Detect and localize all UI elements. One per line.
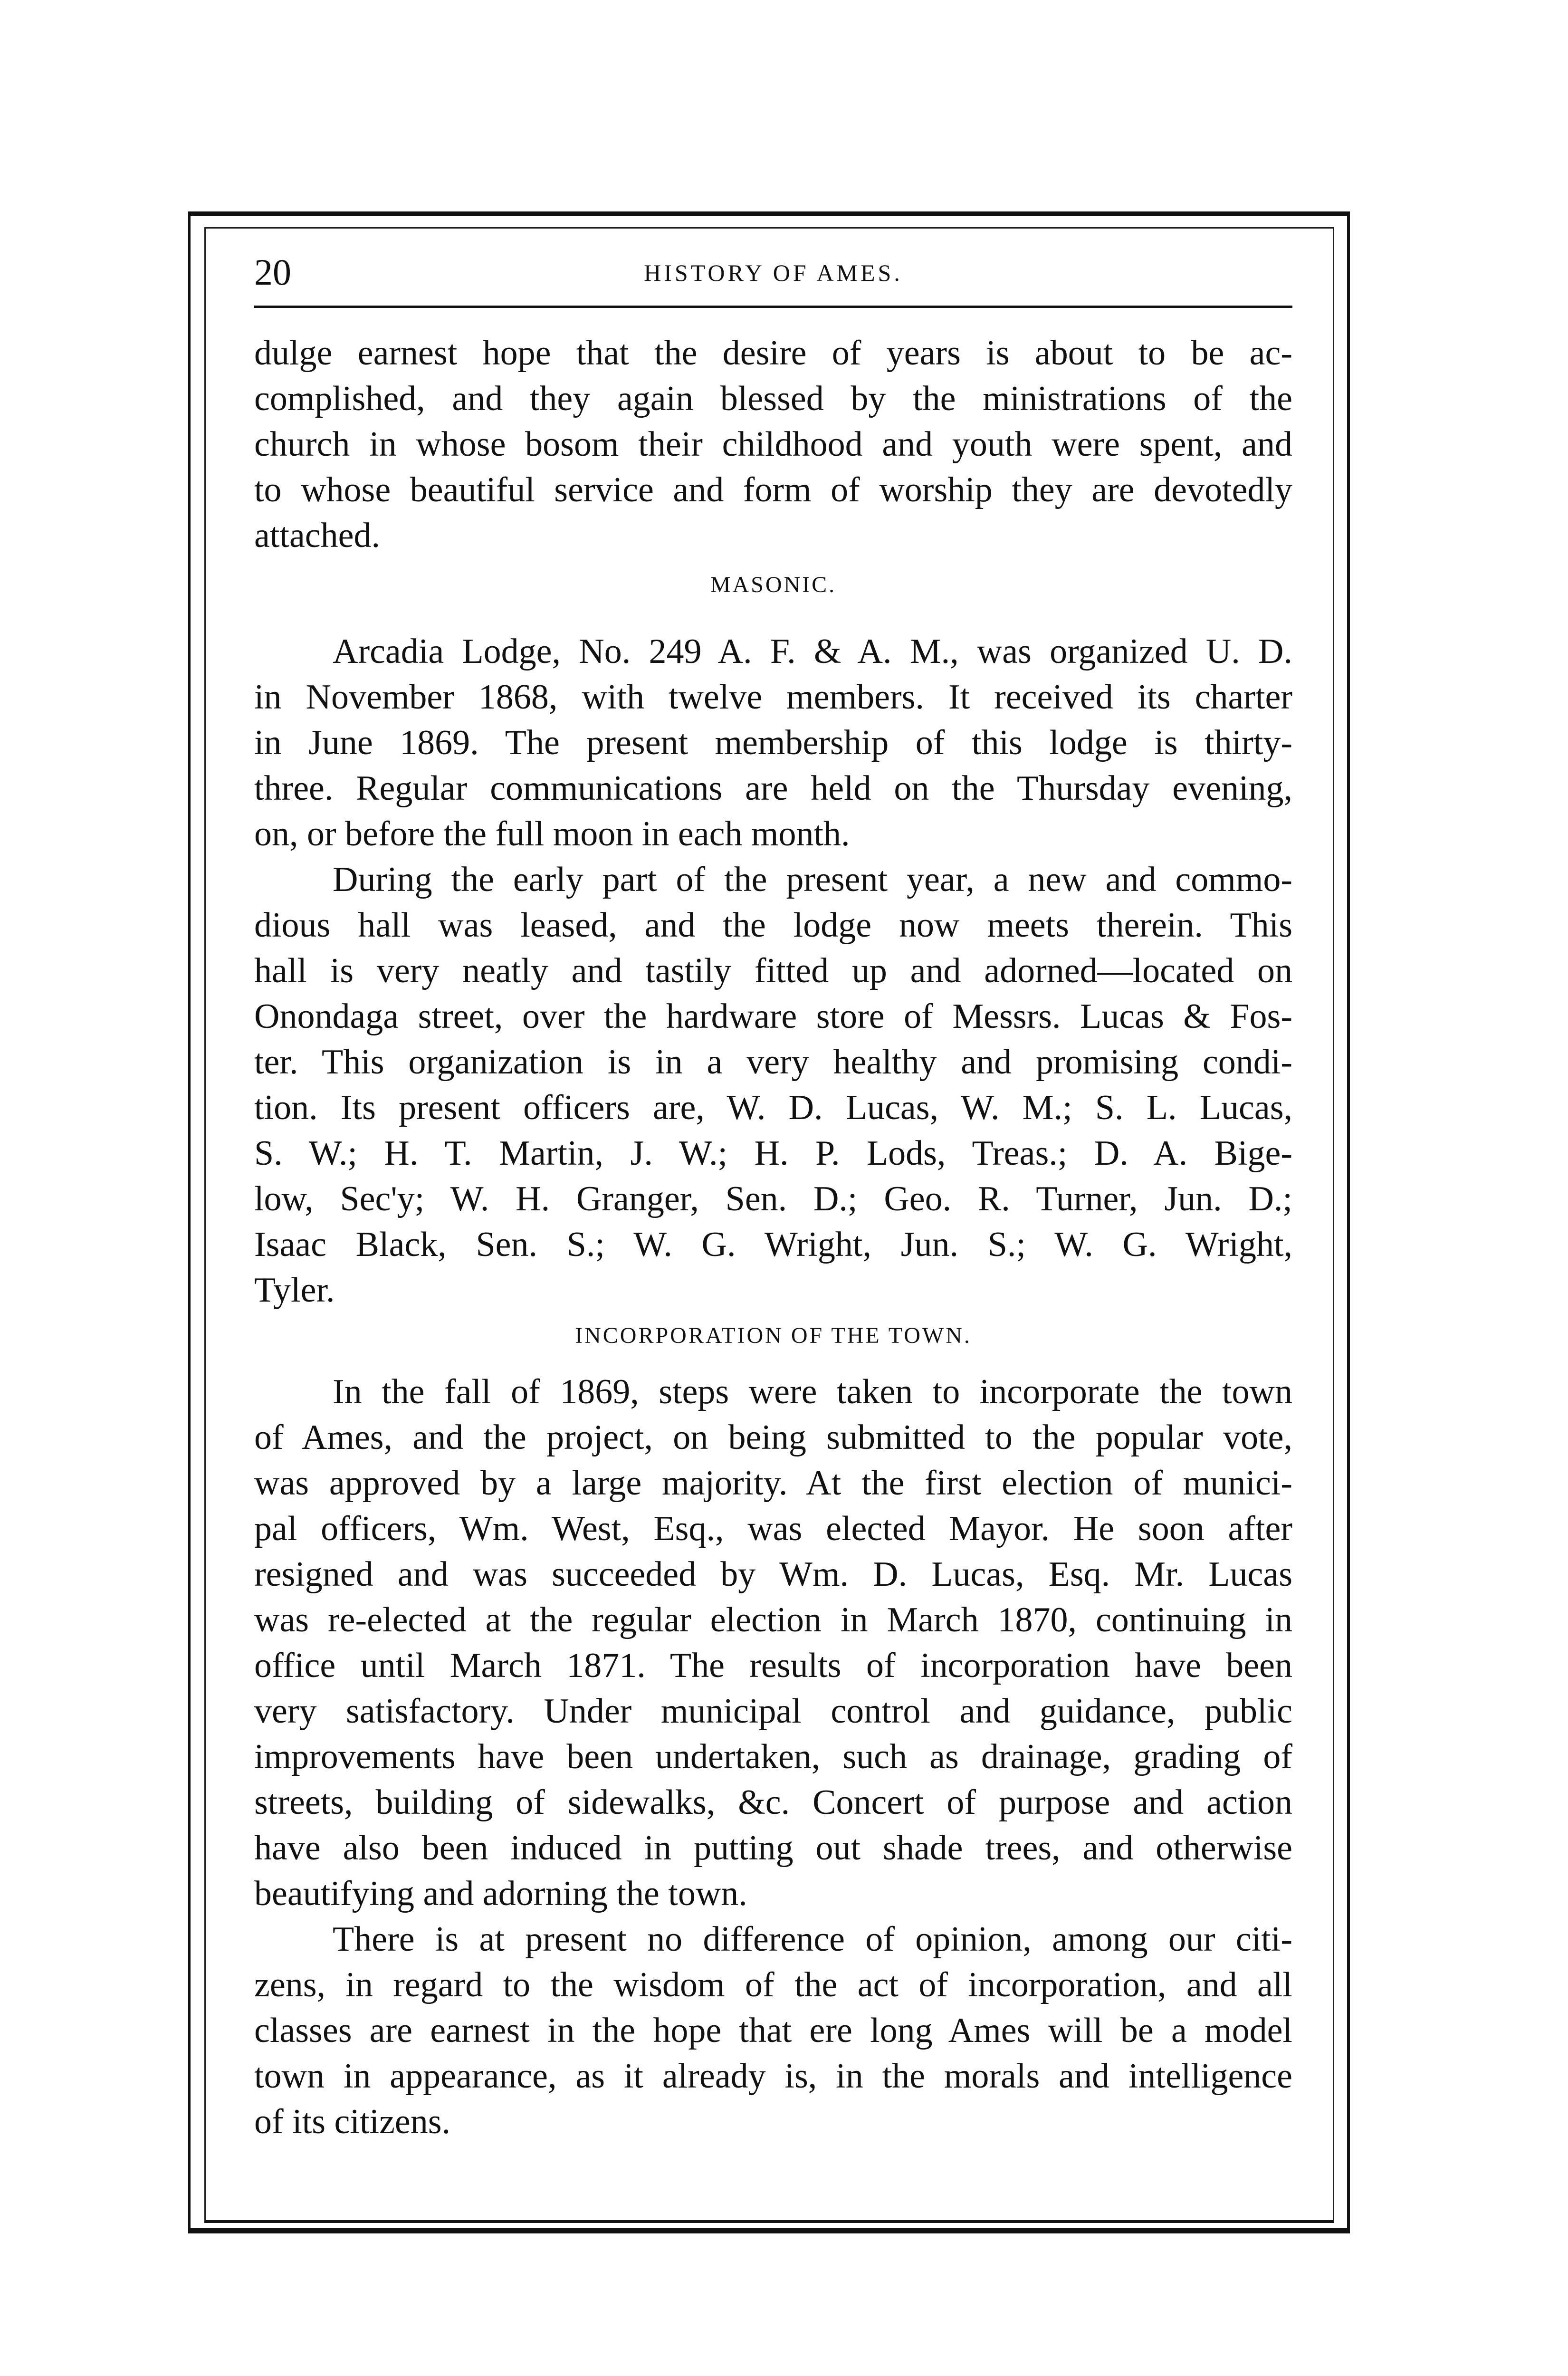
- text-line: complished, and they again blessed by the ministrations of the: [254, 379, 1292, 418]
- text-line: zens, in regard to the wisdom of the act of incorporation, and all: [254, 1965, 1292, 2004]
- section-heading: MASONIC.: [710, 572, 837, 597]
- text-line: There is at present no difference of opinion, among our citi-: [333, 1920, 1292, 1959]
- text-line: of Ames, and the project, on being submitted to the popular vote,: [254, 1418, 1292, 1457]
- text-line: hall is very neatly and tastily fitted up and adorned—located on: [254, 951, 1292, 990]
- paragraph: [254, 629, 1292, 857]
- text-line: office until March 1871. The results of incorporation have been: [254, 1646, 1292, 1685]
- text-line: streets, building of sidewalks, &c. Concert of purpose and action: [254, 1783, 1292, 1822]
- text-line: beautifying and adorning the town.: [254, 1874, 747, 1913]
- text-line: attached.: [254, 516, 380, 555]
- page-number: 20: [254, 251, 291, 293]
- text-line: town in appearance, as it already is, in the morals and intelligence: [254, 2057, 1292, 2096]
- text-line: Arcadia Lodge, No. 249 A. F. & A. M., was organized U. D.: [333, 632, 1292, 671]
- text-line: in June 1869. The present membership of this lodge is thirty-: [254, 723, 1292, 762]
- paragraph: [254, 857, 1292, 1313]
- paragraph: [254, 1369, 1292, 1916]
- text-line: church in whose bosom their childhood and youth were spent, and: [254, 425, 1292, 464]
- text-line: low, Sec'y; W. H. Granger, Sen. D.; Geo. R. Turner, Jun. D.;: [254, 1179, 1292, 1218]
- running-head: HISTORY OF AMES.: [644, 259, 903, 286]
- text-line: three. Regular communications are held on the Thursday evening,: [254, 769, 1292, 808]
- text-line: of its citizens.: [254, 2102, 451, 2141]
- text-line: was approved by a large majority. At the first election of munici-: [254, 1464, 1292, 1503]
- text-line: improvements have been undertaken, such as drainage, grading of: [254, 1737, 1292, 1776]
- text-line: very satisfactory. Under municipal control and guidance, public: [254, 1692, 1292, 1731]
- text-line: in November 1868, with twelve members. It received its charter: [254, 678, 1292, 717]
- page-body: [254, 330, 1292, 2145]
- text-line: on, or before the full moon in each month.: [254, 814, 850, 853]
- paragraph: [254, 1916, 1292, 2145]
- text-line: S. W.; H. T. Martin, J. W.; H. P. Lods, Treas.; D. A. Bige-: [254, 1134, 1292, 1173]
- paragraph: [254, 330, 1292, 558]
- section-heading: INCORPORATION OF THE TOWN.: [575, 1323, 972, 1348]
- text-line: tion. Its present officers are, W. D. Lucas, W. M.; S. L. Lucas,: [254, 1088, 1292, 1127]
- text-line: ter. This organization is in a very healthy and promising condi-: [254, 1043, 1292, 1082]
- text-line: dious hall was leased, and the lodge now meets therein. This: [254, 906, 1292, 945]
- text-line: Tyler.: [254, 1271, 335, 1310]
- text-line: classes are earnest in the hope that ere long Ames will be a model: [254, 2011, 1292, 2050]
- text-line: was re-elected at the regular election in March 1870, continuing in: [254, 1600, 1292, 1639]
- text-line: During the early part of the present year, a new and commo-: [333, 860, 1292, 899]
- text-line: dulge earnest hope that the desire of years is about to be ac-: [254, 334, 1292, 373]
- text-line: In the fall of 1869, steps were taken to incorporate the town: [333, 1372, 1292, 1411]
- text-line: Onondaga street, over the hardware store of Messrs. Lucas & Fos-: [254, 997, 1292, 1036]
- text-line: have also been induced in putting out shade trees, and otherwise: [254, 1829, 1292, 1868]
- text-line: to whose beautiful service and form of worship they are devotedly: [254, 470, 1292, 509]
- text-line: resigned and was succeeded by Wm. D. Lucas, Esq. Mr. Lucas: [254, 1555, 1292, 1594]
- text-line: Isaac Black, Sen. S.; W. G. Wright, Jun. S.; W. G. Wright,: [254, 1225, 1292, 1264]
- header-rule: [254, 306, 1292, 308]
- text-line: pal officers, Wm. West, Esq., was elected Mayor. He soon after: [254, 1509, 1292, 1548]
